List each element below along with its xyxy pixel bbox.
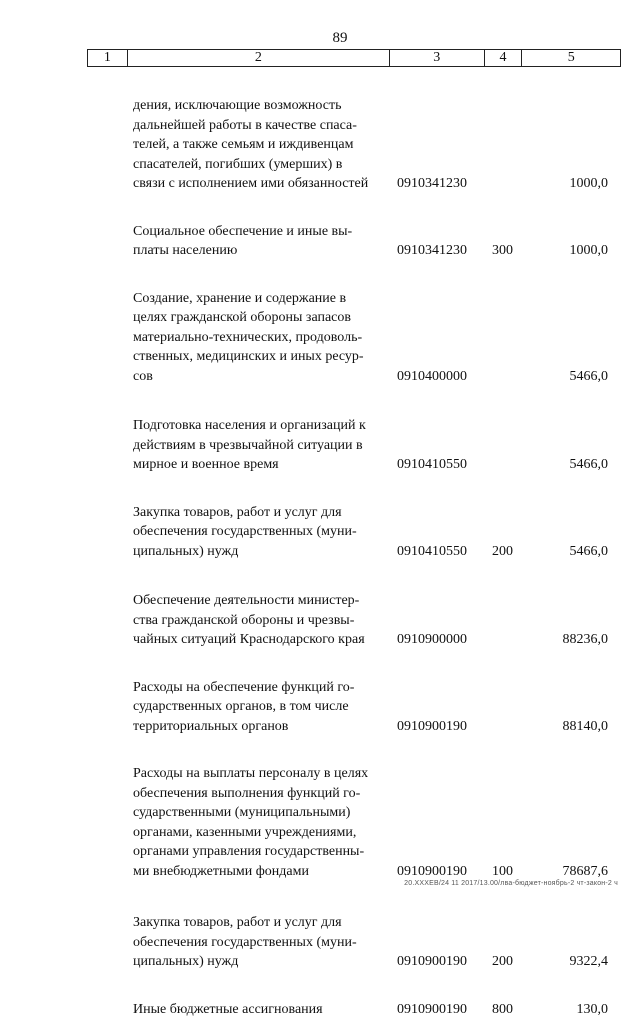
column-header-2: 2	[128, 50, 390, 66]
row-target-code: 0910400000	[397, 367, 467, 387]
row-amount: 78687,6	[563, 862, 609, 882]
row-amount: 5466,0	[570, 367, 609, 387]
row-target-code: 0910341230	[397, 174, 467, 194]
row-target-code: 0910410550	[397, 455, 467, 475]
row-description	[133, 222, 386, 261]
row-description-line: телей, а также семьям и иждивенцам	[133, 135, 386, 155]
column-header-3: 3	[390, 50, 485, 66]
row-amount: 5466,0	[570, 455, 609, 475]
row-description-line: связи с исполнением ими обязанностей	[133, 174, 386, 194]
row-description-line: Расходы на обеспечение функций го-	[133, 678, 386, 698]
table-row	[0, 678, 640, 737]
row-description-line: дальнейшей работы в качестве спаса-	[133, 116, 386, 136]
budget-table-body	[0, 68, 640, 1019]
row-description-line: ципальных) нужд	[133, 952, 386, 972]
row-amount: 9322,4	[570, 952, 609, 972]
row-amount: 1000,0	[570, 174, 609, 194]
row-expense-type: 800	[492, 1000, 513, 1019]
table-row	[0, 289, 640, 387]
row-description-line: органами управления государственны-	[133, 842, 386, 862]
row-target-code: 0910410550	[397, 542, 467, 562]
row-expense-type: 200	[492, 952, 513, 972]
row-description-line: Подготовка населения и организаций к	[133, 416, 386, 436]
row-description	[133, 678, 386, 737]
row-expense-type: 200	[492, 542, 513, 562]
row-description-line: территориальных органов	[133, 717, 386, 737]
row-description-line: обеспечения государственных (муни-	[133, 933, 386, 953]
row-expense-type: 100	[492, 862, 513, 882]
row-description-line: сударственными (муниципальными)	[133, 803, 386, 823]
row-description	[133, 913, 386, 972]
row-description-line: Расходы на выплаты персоналу в целях	[133, 764, 386, 784]
row-description-line: чайных ситуаций Краснодарского края	[133, 630, 386, 650]
row-target-code: 0910900190	[397, 717, 467, 737]
row-description	[133, 96, 386, 194]
row-description-line: органами, казенными учреждениями,	[133, 823, 386, 843]
row-amount: 130,0	[577, 1000, 609, 1019]
row-description-line: Обеспечение деятельности министер-	[133, 591, 386, 611]
table-row	[0, 913, 640, 972]
row-description-line: платы населению	[133, 241, 386, 261]
row-description-line: Закупка товаров, работ и услуг для	[133, 913, 386, 933]
row-description-line: ства гражданской обороны и чрезвы-	[133, 611, 386, 631]
row-description-line: целях гражданской обороны запасов	[133, 308, 386, 328]
row-target-code: 0910900000	[397, 630, 467, 650]
row-description-line: материально-технических, продоволь-	[133, 328, 386, 348]
row-description-line: ственных, медицинских и иных ресур-	[133, 347, 386, 367]
table-row	[0, 222, 640, 261]
row-description-line: спасателей, погибших (умерших) в	[133, 155, 386, 175]
row-amount: 5466,0	[570, 542, 609, 562]
row-description-line: ми внебюджетными фондами	[133, 862, 386, 882]
row-description-line: Закупка товаров, работ и услуг для	[133, 503, 386, 523]
table-row	[0, 1000, 640, 1019]
row-target-code: 0910900190	[397, 862, 467, 882]
row-description	[133, 591, 386, 650]
row-description	[133, 289, 386, 387]
row-target-code: 0910341230	[397, 241, 467, 261]
row-description-line: дения, исключающие возможность	[133, 96, 386, 116]
row-description	[133, 503, 386, 562]
page-number: 89	[20, 30, 640, 47]
document-footer-code: 20.XXXEB/24 11 2017/13.00/лва-бюджет-ноябрь-2 чт-закон-2 ч	[404, 880, 618, 887]
table-row	[0, 416, 640, 475]
table-row	[0, 591, 640, 650]
row-description-line: Иные бюджетные ассигнования	[133, 1000, 386, 1019]
row-description-line: обеспечения выполнения функций го-	[133, 784, 386, 804]
row-description-line: Социальное обеспечение и иные вы-	[133, 222, 386, 242]
row-amount: 88236,0	[563, 630, 609, 650]
row-description	[133, 1000, 386, 1019]
row-amount: 88140,0	[563, 717, 609, 737]
row-target-code: 0910900190	[397, 1000, 467, 1019]
row-description-line: сударственных органов, в том числе	[133, 697, 386, 717]
row-description-line: сов	[133, 367, 386, 387]
table-header-row	[87, 49, 621, 67]
row-description-line: мирное и военное время	[133, 455, 386, 475]
row-target-code: 0910900190	[397, 952, 467, 972]
column-header-5: 5	[522, 50, 620, 66]
table-row	[0, 503, 640, 562]
row-description	[133, 416, 386, 475]
row-description-line: обеспечения государственных (муни-	[133, 522, 386, 542]
row-amount: 1000,0	[570, 241, 609, 261]
table-row	[0, 764, 640, 881]
row-description-line: Создание, хранение и содержание в	[133, 289, 386, 309]
column-header-1: 1	[88, 50, 128, 66]
row-description-line: действиям в чрезвычайной ситуации в	[133, 436, 386, 456]
row-description	[133, 764, 386, 881]
table-row	[0, 96, 640, 194]
row-description-line: ципальных) нужд	[133, 542, 386, 562]
column-header-4: 4	[485, 50, 523, 66]
row-expense-type: 300	[492, 241, 513, 261]
